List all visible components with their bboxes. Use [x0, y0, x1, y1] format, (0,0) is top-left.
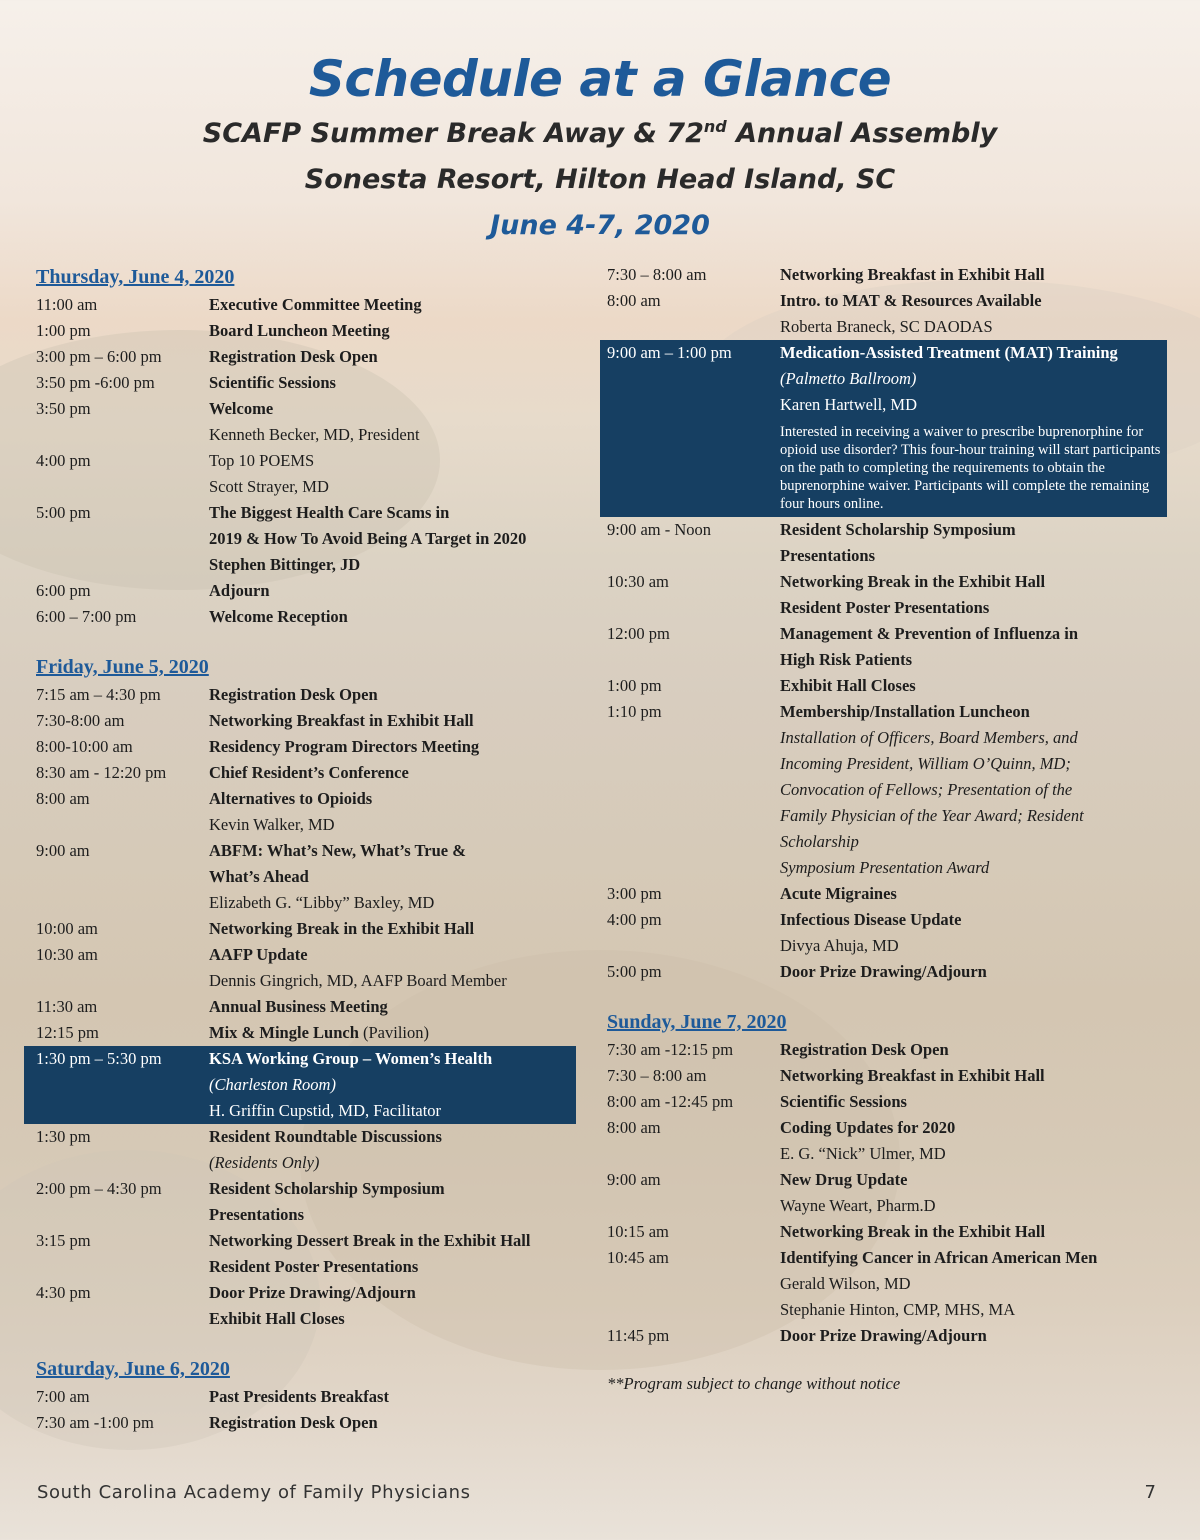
row-text: Intro. to MAT & Resources Available — [780, 291, 1042, 310]
row-text: Scientific Sessions — [209, 373, 336, 392]
row-text: (Charleston Room) — [209, 1075, 336, 1094]
row-text-bold: Mix & Mingle Lunch — [209, 1023, 359, 1042]
schedule-row — [36, 890, 576, 916]
row-text: Family Physician of the Year Award; Resident — [780, 806, 1084, 825]
row-time: 3:15 pm — [36, 1231, 91, 1250]
schedule-row — [607, 1089, 1167, 1115]
event-location: Sonesta Resort, Hilton Head Island, SC — [304, 164, 896, 195]
row-text: Divya Ahuja, MD — [780, 936, 899, 955]
footer-organization: South Carolina Academy of Family Physicians — [37, 1482, 471, 1503]
schedule-row — [36, 1020, 576, 1046]
schedule-row — [36, 708, 576, 734]
row-time — [36, 552, 209, 578]
row-time: 7:30-8:00 am — [36, 711, 125, 730]
row-text: (Residents Only) — [209, 1153, 320, 1172]
schedule-row — [607, 855, 1167, 881]
session-description: Interested in receiving a waiver to prescribe buprenorphine for opioid use disorder? This four-hour training will start participants on the path to completing the requirements to obtain the buprenorphine waiver. Participants will complete the remaining four hours online. — [780, 424, 1161, 512]
row-time — [36, 422, 209, 448]
schedule-row — [36, 1306, 576, 1332]
schedule-row — [607, 340, 1167, 366]
row-time — [36, 1254, 209, 1280]
schedule-row — [36, 1202, 576, 1228]
row-text: Residency Program Directors Meeting — [209, 737, 480, 756]
row-text: Networking Breakfast in Exhibit Hall — [780, 1066, 1045, 1085]
row-time — [607, 595, 780, 621]
row-time — [36, 812, 209, 838]
schedule-row — [36, 370, 576, 396]
row-time: 3:50 pm — [36, 399, 91, 418]
schedule-row — [36, 838, 576, 864]
row-text: Resident Scholarship Symposium — [209, 1179, 445, 1198]
row-time: 5:00 pm — [36, 503, 91, 522]
schedule-row — [36, 500, 576, 526]
schedule-row — [607, 595, 1167, 621]
row-time: 10:30 am — [607, 572, 669, 591]
row-time: 9:00 am — [607, 1170, 661, 1189]
row-text: Door Prize Drawing/Adjourn — [209, 1283, 416, 1302]
row-text: Elizabeth G. “Libby” Baxley, MD — [209, 893, 435, 912]
row-text: Networking Breakfast in Exhibit Hall — [209, 711, 474, 730]
schedule-row — [607, 1063, 1167, 1089]
schedule-row — [607, 1193, 1167, 1219]
row-time — [607, 933, 780, 959]
row-time — [607, 751, 780, 777]
row-time: 7:00 am — [36, 1387, 90, 1406]
schedule-row — [607, 699, 1167, 725]
row-time: 4:00 pm — [607, 910, 662, 929]
section-spacer — [36, 630, 576, 652]
row-time: 7:30 am -12:15 pm — [607, 1040, 734, 1059]
row-time — [36, 1072, 209, 1098]
row-text: Exhibit Hall Closes — [780, 676, 916, 695]
row-text: Management & Prevention of Influenza in — [780, 624, 1079, 643]
schedule-row — [36, 916, 576, 942]
schedule-row — [607, 314, 1167, 340]
schedule-row — [36, 1410, 576, 1436]
row-text: Presentations — [780, 546, 876, 565]
row-text: Past Presidents Breakfast — [209, 1387, 389, 1406]
row-text — [209, 1020, 576, 1046]
day-heading-sunday: Sunday, June 7, 2020 — [607, 1011, 787, 1033]
schedule-row — [607, 1219, 1167, 1245]
row-text: Door Prize Drawing/Adjourn — [780, 1326, 987, 1345]
schedule-row — [36, 994, 576, 1020]
row-time — [36, 968, 209, 994]
schedule-row — [36, 786, 576, 812]
row-time: 6:00 – 7:00 pm — [36, 607, 137, 626]
schedule-row — [36, 1384, 576, 1410]
row-time: 10:00 am — [36, 919, 98, 938]
schedule-row — [607, 751, 1167, 777]
schedule-row — [607, 1037, 1167, 1063]
row-text: AAFP Update — [209, 945, 308, 964]
row-text: Wayne Weart, Pharm.D — [780, 1196, 936, 1215]
schedule-row — [36, 1280, 576, 1306]
schedule-row — [36, 578, 576, 604]
schedule-row — [607, 1167, 1167, 1193]
row-text: Registration Desk Open — [780, 1040, 949, 1059]
row-text: Networking Dessert Break in the Exhibit Hall — [209, 1231, 531, 1250]
row-text: Incoming President, William O’Quinn, MD; — [780, 754, 1071, 773]
schedule-row — [607, 803, 1167, 829]
row-text: Scientific Sessions — [780, 1092, 907, 1111]
schedule-row — [607, 725, 1167, 751]
row-text: Symposium Presentation Award — [780, 858, 990, 877]
row-time: 1:10 pm — [607, 702, 662, 721]
row-time: 3:50 pm -6:00 pm — [36, 373, 155, 392]
row-time — [607, 1193, 780, 1219]
left-column — [36, 262, 576, 1436]
row-time: 10:45 am — [607, 1248, 669, 1267]
schedule-row — [607, 881, 1167, 907]
schedule-row — [607, 647, 1167, 673]
row-time — [36, 526, 209, 552]
page-title: Schedule at a Glance — [308, 50, 892, 108]
row-time: 12:00 pm — [607, 624, 670, 643]
row-text-location: (Pavilion) — [358, 1023, 430, 1042]
event-name-ordinal: nd — [703, 117, 727, 136]
highlighted-session-ksa — [24, 1046, 576, 1124]
schedule-row — [36, 1228, 576, 1254]
section-spacer — [36, 1332, 576, 1354]
schedule-row — [607, 959, 1167, 985]
row-text: Exhibit Hall Closes — [209, 1309, 345, 1328]
row-text: Board Luncheon Meeting — [209, 321, 390, 340]
row-time: 8:00-10:00 am — [36, 737, 133, 756]
schedule-row — [607, 673, 1167, 699]
schedule-row — [36, 864, 576, 890]
row-time: 7:30 am -1:00 pm — [36, 1413, 154, 1432]
schedule-row — [607, 1297, 1167, 1323]
row-text: Medication-Assisted Treatment (MAT) Training — [780, 343, 1118, 362]
row-text: Registration Desk Open — [209, 1413, 378, 1432]
row-time — [607, 725, 780, 751]
row-time: 3:00 pm – 6:00 pm — [36, 347, 162, 366]
row-time: 9:00 am - Noon — [607, 520, 712, 539]
row-text: What’s Ahead — [209, 867, 309, 886]
row-text: Adjourn — [209, 581, 270, 600]
row-time: 7:30 – 8:00 am — [607, 265, 707, 284]
row-time — [607, 1297, 780, 1323]
schedule-row — [36, 760, 576, 786]
row-time: 3:00 pm — [607, 884, 662, 903]
row-time: 1:00 pm — [607, 676, 662, 695]
schedule-row — [607, 366, 1167, 392]
schedule-row — [36, 292, 576, 318]
row-time — [607, 418, 780, 517]
row-time: 8:00 am -12:45 pm — [607, 1092, 734, 1111]
row-text: (Palmetto Ballroom) — [780, 369, 917, 388]
row-text: Acute Migraines — [780, 884, 897, 903]
disclaimer-note: **Program subject to change without notice — [607, 1374, 901, 1393]
row-time: 8:00 am — [607, 291, 661, 310]
row-text: Annual Business Meeting — [209, 997, 388, 1016]
schedule-row — [607, 777, 1167, 803]
row-time — [607, 314, 780, 340]
row-text: Membership/Installation Luncheon — [780, 702, 1030, 721]
row-time — [607, 855, 780, 881]
schedule-row — [36, 526, 576, 552]
row-time: 6:00 pm — [36, 581, 91, 600]
row-time — [607, 803, 780, 829]
row-time: 11:30 am — [36, 997, 98, 1016]
day-heading-friday: Friday, June 5, 2020 — [36, 656, 209, 678]
row-time: 4:00 pm — [36, 451, 91, 470]
row-time: 7:15 am – 4:30 pm — [36, 685, 161, 704]
row-time — [607, 543, 780, 569]
row-text: KSA Working Group – Women’s Health — [209, 1049, 493, 1068]
row-time: 2:00 pm – 4:30 pm — [36, 1179, 162, 1198]
event-name-part: Annual Assembly — [726, 118, 998, 149]
schedule-row — [36, 1176, 576, 1202]
row-time — [607, 647, 780, 673]
right-column — [607, 262, 1167, 1397]
schedule-row — [36, 812, 576, 838]
schedule-row — [607, 907, 1167, 933]
row-text: Coding Updates for 2020 — [780, 1118, 956, 1137]
row-text: Resident Poster Presentations — [209, 1257, 419, 1276]
row-text: Welcome Reception — [209, 607, 348, 626]
schedule-row — [36, 344, 576, 370]
row-time: 10:30 am — [36, 945, 98, 964]
schedule-row — [36, 682, 576, 708]
row-text: Gerald Wilson, MD — [780, 1274, 911, 1293]
row-time — [607, 777, 780, 803]
row-time: 8:30 am - 12:20 pm — [36, 763, 167, 782]
row-text: Networking Breakfast in Exhibit Hall — [780, 265, 1045, 284]
schedule-row — [607, 569, 1167, 595]
schedule-row — [607, 933, 1167, 959]
row-time: 5:00 pm — [607, 962, 662, 981]
row-text: Door Prize Drawing/Adjourn — [780, 962, 987, 981]
row-time: 9:00 am — [36, 841, 90, 860]
schedule-row — [607, 1323, 1167, 1349]
row-text: H. Griffin Cupstid, MD, Facilitator — [209, 1101, 442, 1120]
schedule-row — [36, 604, 576, 630]
schedule-row — [36, 1098, 576, 1124]
row-text: 2019 & How To Avoid Being A Target in 2020 — [209, 529, 527, 548]
row-text: Alternatives to Opioids — [209, 789, 373, 808]
row-text: Executive Committee Meeting — [209, 295, 422, 314]
row-time — [607, 1141, 780, 1167]
row-time — [36, 1098, 209, 1124]
row-text: Resident Scholarship Symposium — [780, 520, 1016, 539]
row-text: Stephen Bittinger, JD — [209, 555, 361, 574]
row-text: Convocation of Fellows; Presentation of the — [780, 780, 1073, 799]
row-time: 8:00 am — [36, 789, 90, 808]
row-time — [607, 366, 780, 392]
schedule-row — [607, 1245, 1167, 1271]
row-time — [36, 1202, 209, 1228]
row-text: Installation of Officers, Board Members, and — [780, 728, 1078, 747]
row-text: The Biggest Health Care Scams in — [209, 503, 450, 522]
row-text: Resident Roundtable Discussions — [209, 1127, 442, 1146]
row-text: High Risk Patients — [780, 650, 913, 669]
row-time: 1:30 pm — [36, 1127, 91, 1146]
row-text: ABFM: What’s New, What’s True & — [209, 841, 466, 860]
row-text: Karen Hartwell, MD — [780, 395, 917, 414]
row-time — [607, 1271, 780, 1297]
schedule-row — [36, 552, 576, 578]
row-time — [36, 864, 209, 890]
row-time: 1:00 pm — [36, 321, 91, 340]
schedule-row — [607, 621, 1167, 647]
row-text: Top 10 POEMS — [209, 451, 315, 470]
row-time: 12:15 pm — [36, 1023, 99, 1042]
row-time: 10:15 am — [607, 1222, 669, 1241]
row-time: 9:00 am – 1:00 pm — [607, 343, 732, 362]
row-time: 11:45 pm — [607, 1326, 670, 1345]
schedule-row — [36, 422, 576, 448]
row-text: Resident Poster Presentations — [780, 598, 990, 617]
row-text: Welcome — [209, 399, 274, 418]
page-header — [0, 48, 1200, 248]
row-time: 7:30 – 8:00 am — [607, 1066, 707, 1085]
schedule-row — [36, 942, 576, 968]
row-text: Registration Desk Open — [209, 347, 378, 366]
row-text: Networking Break in the Exhibit Hall — [780, 1222, 1046, 1241]
event-name-part: SCAFP Summer Break Away & 72 — [202, 118, 704, 149]
row-text: Kevin Walker, MD — [209, 815, 335, 834]
row-text: Networking Break in the Exhibit Hall — [209, 919, 475, 938]
schedule-row — [36, 734, 576, 760]
schedule-row — [36, 1150, 576, 1176]
schedule-row — [607, 1271, 1167, 1297]
row-text: Registration Desk Open — [209, 685, 378, 704]
row-text: Roberta Braneck, SC DAODAS — [780, 317, 993, 336]
schedule-row — [36, 1254, 576, 1280]
row-time: 11:00 am — [36, 295, 98, 314]
row-time — [607, 829, 780, 855]
row-text: Stephanie Hinton, CMP, MHS, MA — [780, 1300, 1016, 1319]
schedule-row — [607, 262, 1167, 288]
schedule-row — [607, 418, 1167, 517]
row-text: E. G. “Nick” Ulmer, MD — [780, 1144, 946, 1163]
schedule-row — [36, 318, 576, 344]
schedule-row — [607, 517, 1167, 543]
page-number: 7 — [1144, 1482, 1156, 1503]
schedule-row — [36, 1072, 576, 1098]
schedule-row — [607, 1141, 1167, 1167]
row-text: New Drug Update — [780, 1170, 908, 1189]
schedule-row — [36, 968, 576, 994]
row-time — [607, 392, 780, 418]
row-text: Kenneth Becker, MD, President — [209, 425, 420, 444]
row-text: Chief Resident’s Conference — [209, 763, 409, 782]
schedule-row — [607, 829, 1167, 855]
schedule-row — [607, 392, 1167, 418]
event-dates: June 4-7, 2020 — [490, 210, 710, 241]
row-time: 1:30 pm – 5:30 pm — [36, 1049, 162, 1068]
row-text: Presentations — [209, 1205, 305, 1224]
row-time — [36, 890, 209, 916]
row-text: Networking Break in the Exhibit Hall — [780, 572, 1046, 591]
row-time — [36, 474, 209, 500]
row-text: Identifying Cancer in African American Men — [780, 1248, 1098, 1267]
section-spacer — [607, 985, 1167, 1007]
schedule-row — [36, 474, 576, 500]
day-heading-saturday: Saturday, June 6, 2020 — [36, 1358, 230, 1380]
row-time — [36, 1150, 209, 1176]
schedule-row — [607, 543, 1167, 569]
schedule-row — [36, 448, 576, 474]
row-time: 8:00 am — [607, 1118, 661, 1137]
schedule-row — [36, 1124, 576, 1150]
row-text: Scott Strayer, MD — [209, 477, 329, 496]
row-time — [36, 1306, 209, 1332]
row-text: Dennis Gingrich, MD, AAFP Board Member — [209, 971, 507, 990]
schedule-row — [36, 1046, 576, 1072]
schedule-row — [36, 396, 576, 422]
row-text: Infectious Disease Update — [780, 910, 962, 929]
row-text: Scholarship — [780, 832, 859, 851]
event-name — [0, 112, 1200, 156]
highlighted-session-mat — [600, 340, 1167, 517]
schedule-row — [607, 1115, 1167, 1141]
row-time: 4:30 pm — [36, 1283, 91, 1302]
schedule-row — [607, 288, 1167, 314]
day-heading-thursday: Thursday, June 4, 2020 — [36, 266, 235, 288]
